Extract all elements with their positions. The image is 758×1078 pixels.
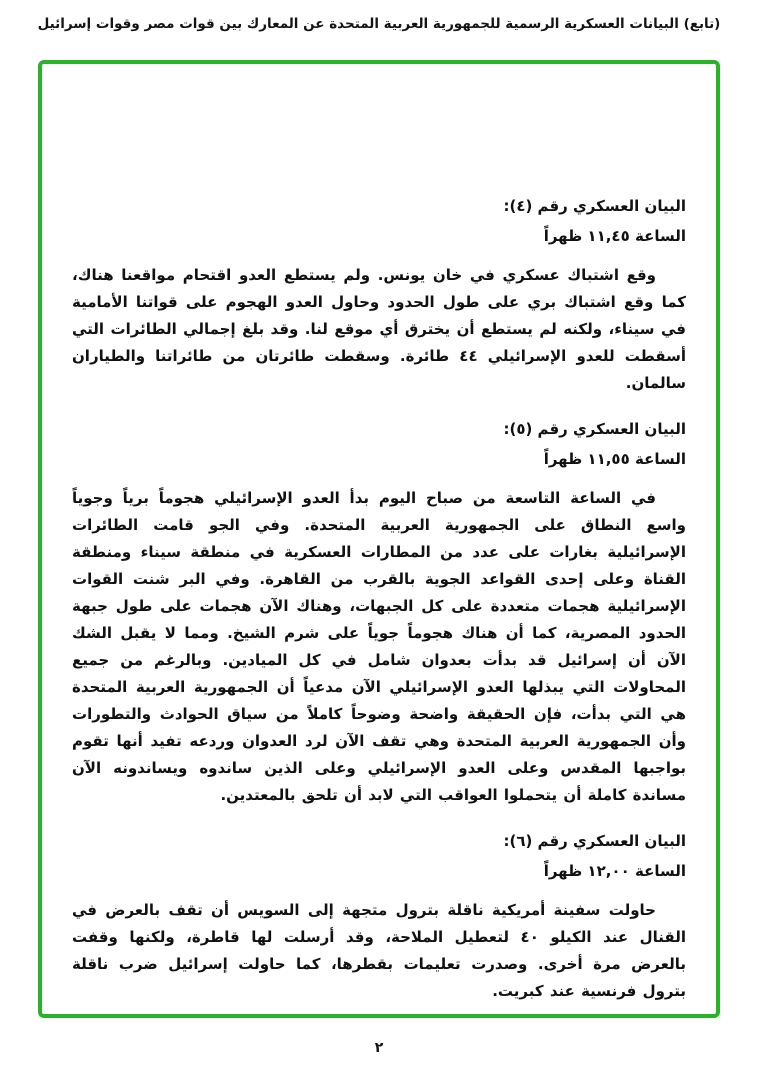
- statement-title: البيان العسكري رقم (٦):: [503, 832, 686, 850]
- statement-body: حاولت سفينة أمريكية ناقلة بترول متجهة إلى السويس أن تقف بالعرض في القنال عند الكيلو ٤٠ لتعطيل الملاحة، وقد أرسلت لها قاطرة، ولكنها وقفت بالعرض مرة أخرى. وصدرت تعليمات بقطرها، كما حاولت إسرائيل ضرب ناقلة بترول فرنسية عند كبريت.: [72, 901, 686, 1000]
- statement-title: البيان العسكري رقم (٥):: [503, 420, 686, 438]
- statement-body: وقع اشتباك عسكري في خان يونس. ولم يستطع العدو اقتحام مواقعنا هناك، كما وقع اشتباك بري على طول الحدود وحاول العدو الهجوم على قواتنا الأمامية في سيناء، ولكنه لم يستطع أن يخترق أي موقع لنا. وقد بلغ إجمالي الطائرات التي أسقطت للعدو الإسرائيلي ٤٤ طائرة. وسقطت طائرتان من طائراتنا والطياران سالمان.: [72, 266, 686, 392]
- document-content: [42, 64, 716, 1014]
- statement-block-6: [72, 829, 686, 1005]
- statement-body: في الساعة التاسعة من صباح اليوم بدأ العدو الإسرائيلي هجوماً برياً وجوياً واسع النطاق على الجمهورية العربية المتحدة. وفي الجو قامت الطائرات الإسرائيلية بغارات على عدد من المطارات العسكرية في منطقة سيناء ومنطقة القناة وعلى إحدى القواعد الجوية بالقرب من القاهرة. وفي البر شنت القوات الإسرائيلية هجمات متعددة على كل الجبهات، وهناك الآن هجمات على طول جبهة الحدود المصرية، كما أن هناك هجوماً جوياً على شرم الشيخ. ومما لا يقبل الشك الآن أن إسرائيل قد بدأت بعدوان شامل في كل الميادين. وبالرغم من جميع المحاولات التي يبذلها العدو الإسرائيلي الآن مدعياً أن الجمهورية العربية المتحدة هي التي بدأت، فإن الحقيقة واضحة وضوحاً كاملاً من سياق الحوادث والتطورات وأن الجمهورية العربية المتحدة وهي تقف الآن لرد العدوان وردعه تفيد أنها تقوم بواجبها المقدس وعلى العدو الإسرائيلي وعلى الذين ساندوه ويساندونه الآن مساندة كاملة أن يتحملوا العواقب التي لابد أن تلحق بالمعتدين.: [72, 489, 686, 804]
- statement-block-4: [72, 194, 686, 397]
- statement-block-5: [72, 417, 686, 809]
- statement-time: الساعة ١٢,٠٠ ظهراً: [543, 862, 686, 880]
- page-number: ٢: [374, 1040, 384, 1056]
- statement-time: الساعة ١١,٥٥ ظهراً: [543, 450, 686, 468]
- statement-title: البيان العسكري رقم (٤):: [503, 197, 686, 215]
- statement-time: الساعة ١١,٤٥ ظهراً: [543, 227, 686, 245]
- document-frame: [38, 60, 720, 1018]
- page-header: (تابع) البيانات العسكرية الرسمية للجمهورية العربية المتحدة عن المعارك بين قوات مصر وقوات إسرائيل: [37, 16, 721, 32]
